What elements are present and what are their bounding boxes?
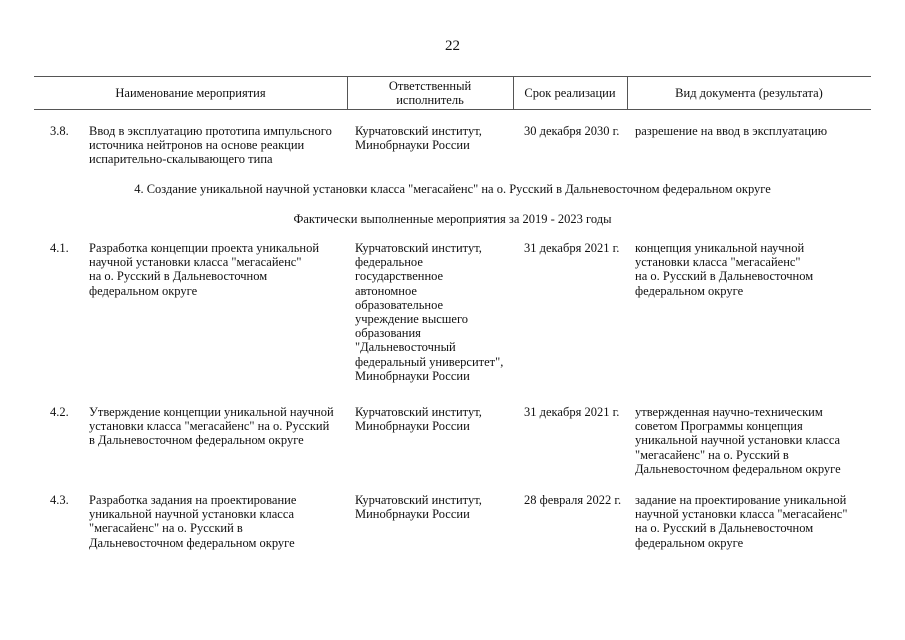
row-name-line: Разработка концепции проекта уникальной — [89, 241, 320, 255]
row-result-line: концепция уникальной научной — [635, 241, 805, 255]
row-executor — [355, 493, 515, 521]
row-result-line: уникальной научной установки класса — [635, 433, 841, 448]
row-executor-line: Курчатовский институт, — [355, 124, 482, 138]
row-result-line: утвержденная научно-техническим — [635, 405, 823, 419]
row-result-line: на о. Русский в Дальневосточном — [635, 269, 814, 284]
row-executor — [355, 241, 515, 383]
row-executor-line: Минобрнауки России — [355, 368, 470, 383]
section-title: 4. Создание уникальной научной установки класса "мегасайенс" на о. Русский в Дальневосточном федеральном округе — [134, 182, 771, 196]
row-result-line: федеральном округе — [635, 535, 744, 550]
row-name-line: на о. Русский в Дальневосточном — [89, 269, 268, 284]
row-result-line: установки класса "мегасайенс" — [635, 255, 801, 270]
row-executor-line: Минобрнауки России — [355, 507, 470, 522]
row-executor — [355, 405, 515, 433]
row-executor-line: федеральный университет", — [355, 354, 504, 369]
row-result-line: научной установки класса "мегасайенс" — [635, 507, 848, 522]
row-executor-line: "Дальневосточный — [355, 340, 456, 355]
row-deadline: 30 декабря 2030 г. — [524, 124, 620, 138]
row-executor-line: Курчатовский институт, — [355, 241, 482, 255]
row-result-line: федеральном округе — [635, 283, 744, 298]
row-name-line: в Дальневосточном федеральном округе — [89, 433, 304, 448]
row-name-line: научной установки класса "мегасайенс" — [89, 255, 302, 270]
column-header-executor-line: Ответственный — [388, 79, 472, 93]
row-result — [635, 241, 871, 298]
row-number: 4.2. — [50, 405, 69, 419]
row-executor-line: образовательное — [355, 297, 444, 312]
row-name-line: "мегасайенс" на о. Русский в — [89, 521, 243, 536]
table-header — [34, 76, 871, 110]
row-executor-line: учреждение высшего — [355, 312, 469, 327]
row-deadline: 31 декабря 2021 г. — [524, 405, 620, 419]
row-name-line: источника нейтронов на основе реакции — [89, 138, 305, 153]
row-result-line: на о. Русский в Дальневосточном — [635, 521, 814, 536]
row-name-line: Разработка задания на проектирование — [89, 493, 297, 507]
row-name-line: установки класса "мегасайенс" на о. Русский — [89, 419, 330, 434]
row-executor-line: Курчатовский институт, — [355, 493, 482, 507]
row-executor-line: Минобрнауки России — [355, 138, 470, 153]
row-number: 3.8. — [50, 124, 69, 138]
row-name-line: уникальной научной установки класса — [89, 507, 295, 522]
row-result — [635, 493, 871, 550]
row-name — [89, 405, 349, 448]
row-executor-line: федеральное — [355, 255, 423, 270]
row-deadline: 31 декабря 2021 г. — [524, 241, 620, 255]
row-name — [89, 241, 349, 298]
row-name-line: Дальневосточном федеральном округе — [89, 535, 295, 550]
column-header-deadline: Срок реализации — [524, 86, 616, 100]
row-executor-line: государственное — [355, 269, 444, 284]
row-executor — [355, 124, 515, 152]
row-number: 4.1. — [50, 241, 69, 255]
row-result-line: советом Программы концепция — [635, 419, 803, 434]
row-executor-line: Курчатовский институт, — [355, 405, 482, 419]
row-name-line: испарительно-скалывающего типа — [89, 152, 273, 167]
row-name-line: федеральном округе — [89, 283, 198, 298]
row-executor-line: образования — [355, 326, 421, 341]
page-number: 22 — [445, 38, 460, 54]
column-header-name: Наименование мероприятия — [115, 86, 266, 100]
row-name — [89, 493, 349, 550]
row-result — [635, 405, 871, 476]
column-header-result: Вид документа (результата) — [675, 86, 823, 100]
row-name-line: Ввод в эксплуатацию прототипа импульсного — [89, 124, 332, 138]
row-name-line: Утверждение концепции уникальной научной — [89, 405, 334, 419]
column-header-executor — [347, 77, 513, 109]
row-result-line: Дальневосточном федеральном округе — [635, 461, 841, 476]
row-executor-line: Минобрнауки России — [355, 419, 470, 434]
row-executor-line: автономное — [355, 283, 417, 298]
row-name — [89, 124, 349, 167]
row-deadline: 28 февраля 2022 г. — [524, 493, 622, 507]
row-result — [635, 124, 871, 138]
row-result-line: "мегасайенс" на о. Русский в — [635, 447, 789, 462]
subsection-title: Фактически выполненные мероприятия за 2019 - 2023 годы — [293, 212, 612, 226]
row-result-line: задание на проектирование уникальной — [635, 493, 847, 507]
column-header-executor-line: исполнитель — [396, 93, 464, 107]
row-result-line: разрешение на ввод в эксплуатацию — [635, 124, 828, 138]
row-number: 4.3. — [50, 493, 69, 507]
